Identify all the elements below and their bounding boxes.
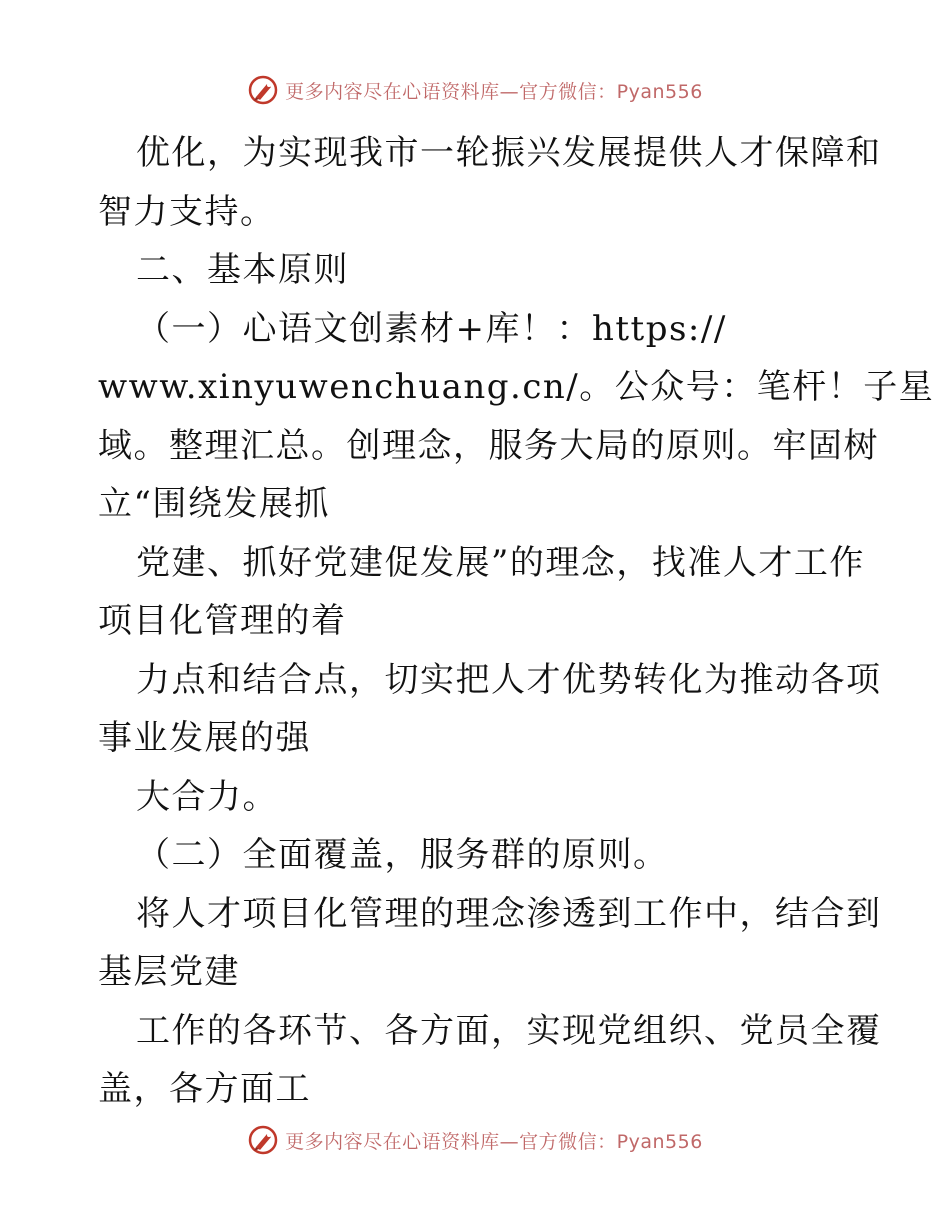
footer-banner-text: 更多内容尽在心语资料库—官方微信：Pyan556 [285,1130,703,1153]
pen-logo-icon [247,1124,279,1156]
paragraph-line: 智力支持。 [98,191,276,232]
paragraph-line: 项目化管理的着 [98,601,347,641]
footer-banner [0,1120,950,1160]
paragraph-line: 党建、抓好党建促发展”的理念，找准人才工作 [136,542,865,583]
pen-logo-icon [247,74,279,106]
paragraph-line: （二）全面覆盖，服务群的原则。 [136,835,669,875]
section-heading: 二、基本原则 [136,250,349,290]
paragraph-line: 大合力。 [136,776,278,817]
paragraph-line: 立“围绕发展抓 [98,484,330,524]
paragraph-line: 盖，各方面工 [98,1069,311,1109]
paragraph-line-url: www.xinyuwenchuang.cn/。公众号：笔杆！子星 [98,367,935,407]
paragraph-line: 域。整理汇总。创理念，服务大局的原则。牢固树 [98,425,879,466]
paragraph-line: 力点和结合点，切实把人才优势转化为推动各项 [136,659,882,700]
paragraph-line: 基层党建 [98,952,240,992]
paragraph-line: 工作的各环节、各方面，实现党组织、党员全覆 [136,1010,882,1051]
paragraph-line: （一）心语文创素材+库！：https:// [136,308,727,349]
paragraph-line: 优化，为实现我市一轮振兴发展提供人才保障和 [136,133,882,173]
document-body [98,124,935,1119]
header-banner [0,70,950,110]
paragraph-line: 事业发展的强 [98,718,311,758]
header-banner-text: 更多内容尽在心语资料库—官方微信：Pyan556 [285,80,703,103]
paragraph-line: 将人才项目化管理的理念渗透到工作中，结合到 [136,893,882,934]
